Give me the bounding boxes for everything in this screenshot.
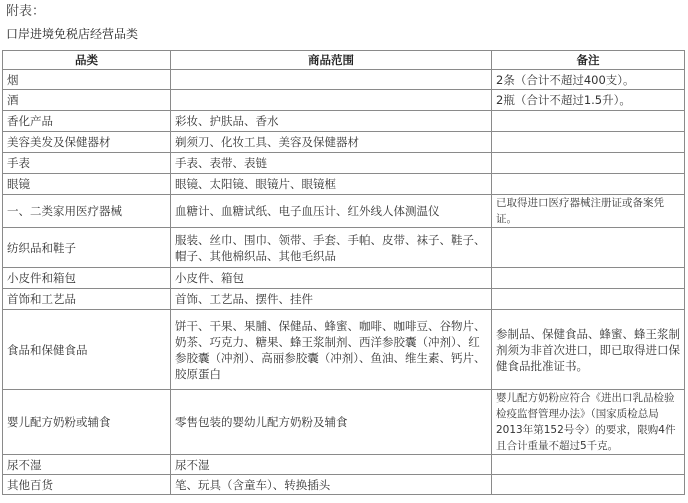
scope-cell: 眼镜、太阳镜、眼镜片、眼镜框 — [171, 174, 492, 195]
note-cell: 婴儿配方奶粉应符合《进出口乳品检验检疫监督管理办法》（国家质检总局2013年第152号令）的要求，限购4件且合计重量不超过5千克。 — [492, 390, 685, 455]
category-cell: 其他百货 — [3, 475, 171, 495]
scope-cell: 首饰、工艺品、摆件、挂件 — [171, 289, 492, 310]
note-cell: 已取得进口医疗器械注册证或备案凭证。 — [492, 195, 685, 228]
category-cell: 酒 — [3, 90, 171, 111]
category-cell: 手表 — [3, 153, 171, 174]
note-cell — [492, 111, 685, 132]
scope-cell: 血糖计、血糖试纸、电子血压计、红外线人体测温仪 — [171, 195, 492, 228]
table-row — [3, 70, 685, 90]
category-cell: 小皮件和箱包 — [3, 268, 171, 289]
category-cell: 美容美发及保健器材 — [3, 132, 171, 153]
table-row — [3, 390, 685, 455]
category-cell: 烟 — [3, 70, 171, 90]
header-category: 品类 — [3, 51, 171, 70]
table-row — [3, 90, 685, 111]
category-cell: 眼镜 — [3, 174, 171, 195]
goods-category-table — [2, 50, 685, 495]
scope-cell: 彩妆、护肤品、香水 — [171, 111, 492, 132]
header-scope: 商品范围 — [171, 51, 492, 70]
scope-cell: 饼干、干果、果脯、保健品、蜂蜜、咖啡、咖啡豆、谷物片、奶茶、巧克力、糖果、蜂王浆制剂、西洋参胶囊（冲剂）、红参胶囊（冲剂）、高丽参胶囊（冲剂）、鱼油、维生素、钙片、胶原蛋白 — [171, 310, 492, 390]
note-cell — [492, 268, 685, 289]
category-cell: 食品和保健食品 — [3, 310, 171, 390]
scope-cell — [171, 70, 492, 90]
category-cell: 香化产品 — [3, 111, 171, 132]
header-note: 备注 — [492, 51, 685, 70]
table-row — [3, 228, 685, 268]
scope-cell — [171, 90, 492, 111]
category-cell: 尿不湿 — [3, 455, 171, 475]
scope-cell: 剃须刀、化妆工具、美容及保健器材 — [171, 132, 492, 153]
note-cell: 2瓶（合计不超过1.5升）。 — [492, 90, 685, 111]
table-row — [3, 111, 685, 132]
category-cell: 一、二类家用医疗器械 — [3, 195, 171, 228]
table-row — [3, 174, 685, 195]
scope-cell: 尿不湿 — [171, 455, 492, 475]
table-row — [3, 310, 685, 390]
category-cell: 婴儿配方奶粉或辅食 — [3, 390, 171, 455]
note-cell — [492, 153, 685, 174]
table-row — [3, 268, 685, 289]
table-row — [3, 475, 685, 495]
table-row — [3, 195, 685, 228]
note-cell: 2条（合计不超过400支）。 — [492, 70, 685, 90]
table-row — [3, 289, 685, 310]
scope-cell: 笔、玩具（含童车）、转换插头 — [171, 475, 492, 495]
note-cell: 参制品、保健食品、蜂蜜、蜂王浆制剂须为非首次进口，即已取得进口保健食品批准证书。 — [492, 310, 685, 390]
note-cell — [492, 455, 685, 475]
scope-cell: 小皮件、箱包 — [171, 268, 492, 289]
scope-cell: 手表、表带、表链 — [171, 153, 492, 174]
appendix-heading: 附表： — [6, 4, 46, 19]
table-row — [3, 153, 685, 174]
note-cell — [492, 475, 685, 495]
table-row — [3, 132, 685, 153]
scope-cell: 零售包装的婴幼儿配方奶粉及辅食 — [171, 390, 492, 455]
note-cell — [492, 228, 685, 268]
category-cell: 首饰和工艺品 — [3, 289, 171, 310]
scope-cell: 服装、丝巾、围巾、领带、手套、手帕、皮带、袜子、鞋子、帽子、其他棉织品、其他毛织品 — [171, 228, 492, 268]
table-header-row — [3, 51, 685, 70]
table-row — [3, 455, 685, 475]
category-cell: 纺织品和鞋子 — [3, 228, 171, 268]
note-cell — [492, 289, 685, 310]
note-cell — [492, 174, 685, 195]
note-cell — [492, 132, 685, 153]
table-caption: 口岸进境免税店经营品类 — [6, 27, 139, 41]
